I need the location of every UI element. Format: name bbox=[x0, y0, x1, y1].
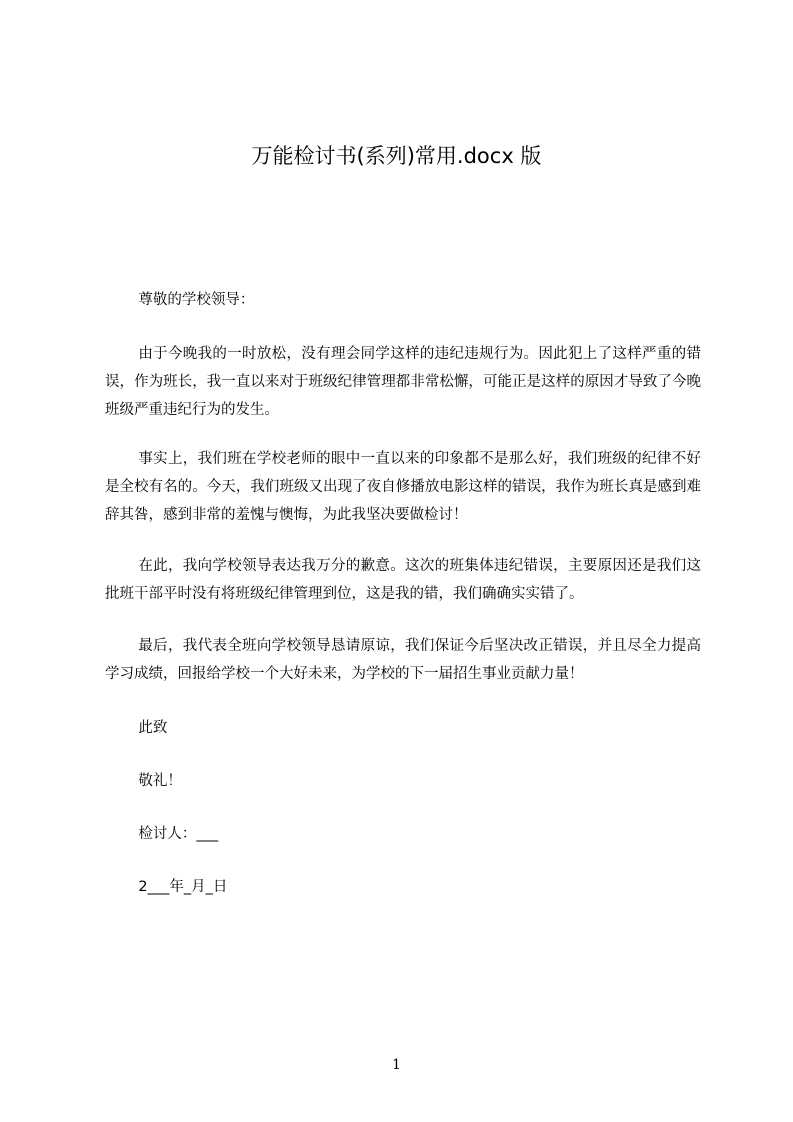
salutation: 尊敬的学校领导： bbox=[138, 292, 255, 308]
signature-line: 检讨人：___ bbox=[138, 826, 219, 842]
paragraph-3: 在此，我向学校领导表达我万分的歉意。这次的班集体违纪错误，主要原因还是我们这批班干部平时没有将班级纪律管理到位，这是我的错，我们确确实实错了。 bbox=[105, 558, 701, 602]
paragraph-1: 由于今晚我的一时放松，没有理会同学这样的违纪违规行为。因此犯上了这样严重的错误，作为班长，我一直以来对于班级纪律管理都非常松懈，可能正是这样的原因才导致了今晚班级严重违纪行为的发生。 bbox=[105, 346, 701, 418]
closing-line-2: 敬礼！ bbox=[138, 773, 182, 789]
document-title: 万能检讨书(系列)常用.docx 版 bbox=[251, 144, 542, 168]
date-line: 2___年_月_日 bbox=[138, 879, 228, 895]
paragraph-4: 最后，我代表全班向学校领导恳请原谅，我们保证今后坚决改正错误，并且尽全力提高学习成绩，回报给学校一个大好未来，为学校的下一届招生事业贡献力量！ bbox=[105, 638, 701, 682]
closing-line-1: 此致 bbox=[138, 720, 168, 736]
page-number: 1 bbox=[392, 1057, 401, 1073]
paragraph-2: 事实上，我们班在学校老师的眼中一直以来的印象都不是那么好，我们班级的纪律不好是全校有名的。今天，我们班级又出现了夜自修播放电影这样的错误，我作为班长真是感到难辞其咎，感到非常的羞愧与懊悔，为此我坚决要做检讨！ bbox=[105, 451, 701, 523]
